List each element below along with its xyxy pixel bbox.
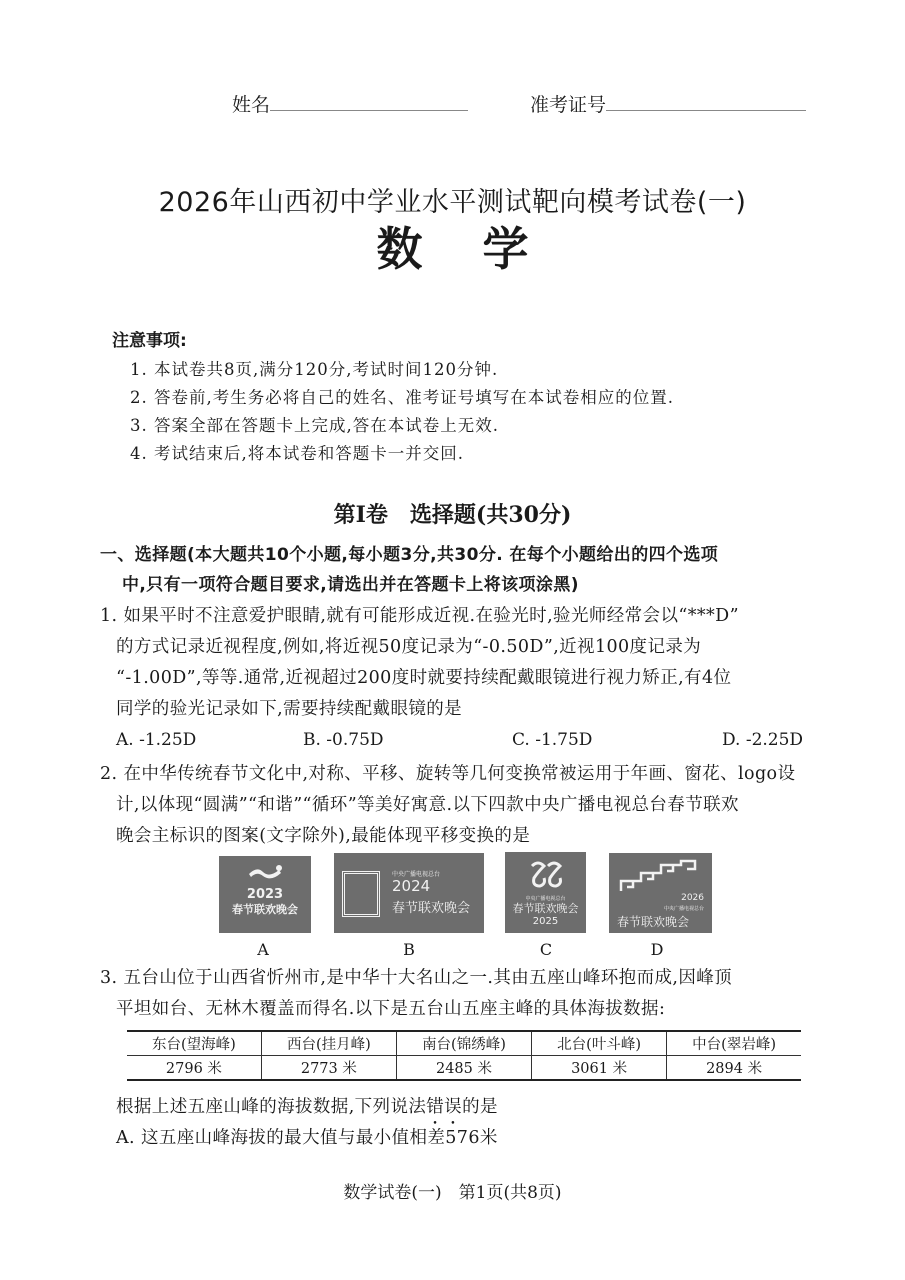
emphasized-char: 误: [444, 1097, 463, 1117]
table-cell: 2773 米: [261, 1056, 396, 1081]
logo-org: 中央广播电视总台: [392, 871, 441, 878]
exam-id-blank-line: [606, 109, 806, 111]
logo-caption-d: D: [650, 940, 664, 959]
logo-event: 春节联欢晚会: [232, 903, 298, 916]
section-instruction: 一、选择题(本大题共10个小题,每小题3分,共30分. 在每个小题给出的四个选项: [100, 545, 719, 565]
name-blank-line: [270, 109, 468, 111]
question-text: 1. 如果平时不注意爱护眼睛,就有可能形成近视.在验光时,验光师经常会以“***D”: [100, 606, 739, 626]
question-text: 3. 五台山位于山西省忻州市,是中华十大名山之一.其由五座山峰环抱而成,因峰顶: [100, 968, 733, 988]
logo-option-d: [609, 853, 712, 933]
snake-pattern-icon: [528, 858, 564, 892]
notice-item: 2. 答卷前,考生务必将自己的姓名、准考证号填写在本试卷相应的位置.: [130, 388, 674, 407]
logo-caption-a: A: [257, 940, 269, 959]
notice-item: 4. 考试结束后,将本试卷和答题卡一并交回.: [130, 444, 464, 463]
question-text: “-1.00D”,等等.通常,近视超过200度时就要持续配戴眼镜进行视力矫正,有4位: [116, 668, 732, 688]
logo-option-a: [219, 856, 311, 933]
logo-year: 2024: [392, 877, 431, 895]
table-header-cell: 东台(望海峰): [127, 1031, 261, 1056]
option-b: B. -0.75D: [303, 730, 384, 750]
section-instruction-cont: 中,只有一项符合题目要求,请选出并在答题卡上将该项涂黑): [122, 575, 579, 595]
logo-event: 春节联欢晚会: [617, 915, 690, 929]
option-c: C. -1.75D: [512, 730, 593, 750]
table-header-cell: 中台(翠岩峰): [667, 1031, 801, 1056]
table-header-cell: 北台(叶斗峰): [532, 1031, 667, 1056]
logo-option-b: [334, 853, 484, 933]
question-text: 晚会主标识的图案(文字除外),最能体现平移变换的是: [116, 826, 531, 846]
option-a: A. 这五座山峰海拔的最大值与最小值相差576米: [116, 1128, 498, 1148]
notice-item: 3. 答案全部在答题卡上完成,答在本试卷上无效.: [130, 416, 499, 435]
option-a: A. -1.25D: [116, 730, 197, 750]
notice-heading: 注意事项:: [112, 331, 187, 351]
page-footer: 数学试卷(一) 第1页(共8页): [343, 1183, 562, 1203]
exam-title: 2026年山西初中学业水平测试靶向模考试卷(一): [158, 187, 747, 218]
logo-year: 2023: [246, 887, 284, 902]
exam-id-field: [530, 90, 806, 117]
table-row: [127, 1056, 801, 1081]
question-text: 2. 在中华传统春节文化中,对称、平移、旋转等几何变换常被运用于年画、窗花、logo设: [100, 764, 796, 784]
runner-figure-icon: [245, 864, 285, 884]
logo-year: 2026: [681, 893, 704, 903]
logo-event: 春节联欢晚会: [392, 901, 471, 916]
table-header-cell: 西台(挂月峰): [261, 1031, 396, 1056]
table-header-cell: 南台(锦绣峰): [396, 1031, 531, 1056]
logo-caption-b: B: [403, 940, 415, 959]
logo-option-c: [505, 852, 586, 933]
logo-org: 中央广播电视总台: [663, 906, 704, 912]
logo-caption-c: C: [539, 940, 553, 959]
subject-title: 数学: [376, 222, 589, 276]
fret-pattern-icon: [619, 859, 699, 895]
logo-event: 春节联欢晚会: [512, 902, 579, 915]
notice-item: 1. 本试卷共8页,满分120分,考试时间120分钟.: [130, 360, 499, 379]
peak-elevation-table: [127, 1030, 801, 1081]
seal-pattern-icon: [342, 871, 380, 917]
prompt-text: 的是: [462, 1097, 498, 1117]
table-cell: 2485 米: [396, 1056, 531, 1081]
table-header-row: [127, 1031, 801, 1056]
table-cell: 3061 米: [532, 1056, 667, 1081]
name-field: [232, 90, 468, 117]
section-title: 第Ⅰ卷 选择题(共30分): [333, 502, 572, 528]
table-cell: 2796 米: [127, 1056, 261, 1081]
exam-id-label: 准考证号: [530, 94, 607, 116]
logo-org: 中央广播电视总台: [525, 896, 566, 902]
option-d: D. -2.25D: [722, 730, 804, 750]
logo-year: 2025: [532, 916, 559, 927]
question-text: 同学的验光记录如下,需要持续配戴眼镜的是: [116, 699, 463, 719]
question-text: 平坦如台、无林木覆盖而得名.以下是五台山五座主峰的具体海拔数据:: [116, 999, 666, 1019]
table-cell: 2894 米: [667, 1056, 801, 1081]
emphasized-char: 错: [426, 1097, 445, 1117]
name-label: 姓名: [232, 94, 271, 116]
question-prompt: [116, 1092, 498, 1123]
question-text: 的方式记录近视程度,例如,将近视50度记录为“-0.50D”,近视100度记录为: [116, 637, 702, 657]
prompt-text: 根据上述五座山峰的海拔数据,下列说法: [116, 1097, 427, 1117]
question-text: 计,以体现“圆满”“和谐”“循环”等美好寓意.以下四款中央广播电视总台春节联欢: [116, 795, 739, 815]
